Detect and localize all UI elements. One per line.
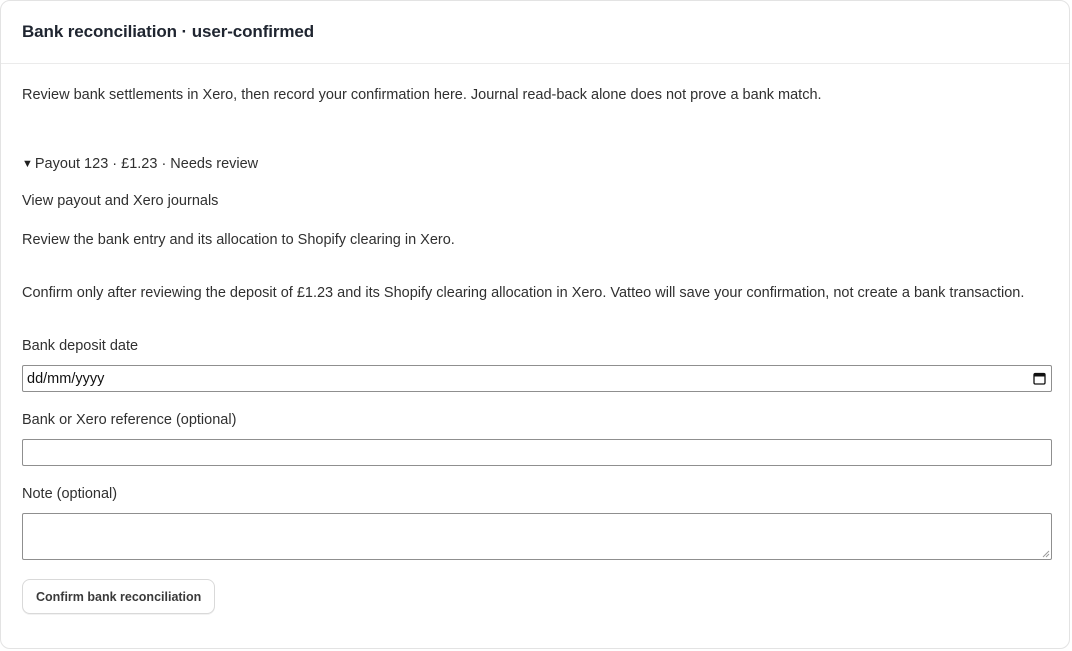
reference-input[interactable] [22, 439, 1052, 466]
note-textarea[interactable] [22, 513, 1052, 560]
note-label: Note (optional) [22, 486, 118, 502]
view-payout-link[interactable]: View payout and Xero journals [22, 193, 219, 209]
resize-grip-icon[interactable] [1042, 550, 1050, 558]
payout-summary-label: Payout 123 · £1.23 · Needs review [34, 156, 259, 172]
triangle-down-icon: ▼ [22, 158, 33, 170]
deposit-date-label: Bank deposit date [22, 338, 139, 354]
deposit-date-input[interactable] [22, 365, 1052, 392]
calendar-icon[interactable] [1033, 372, 1046, 385]
review-instruction: Review the bank entry and its allocation to Shopify clearing in Xero. [22, 232, 455, 248]
confirm-reconciliation-button[interactable]: Confirm bank reconciliation [22, 579, 215, 614]
payout-summary-toggle[interactable] [22, 155, 258, 173]
deposit-date-placeholder: dd/mm/yyyy [27, 370, 105, 387]
confirm-instruction: Confirm only after reviewing the deposit of £1.23 and its Shopify clearing allocation in Xero. Vatteo will save your confirmation, not create a bank transaction. [22, 285, 1025, 301]
intro-text: Review bank settlements in Xero, then record your confirmation here. Journal read-back alone does not prove a bank match. [22, 87, 822, 103]
card-header [1, 1, 1069, 64]
page-title: Bank reconciliation · user-confirmed [22, 22, 315, 41]
reference-label: Bank or Xero reference (optional) [22, 412, 237, 428]
